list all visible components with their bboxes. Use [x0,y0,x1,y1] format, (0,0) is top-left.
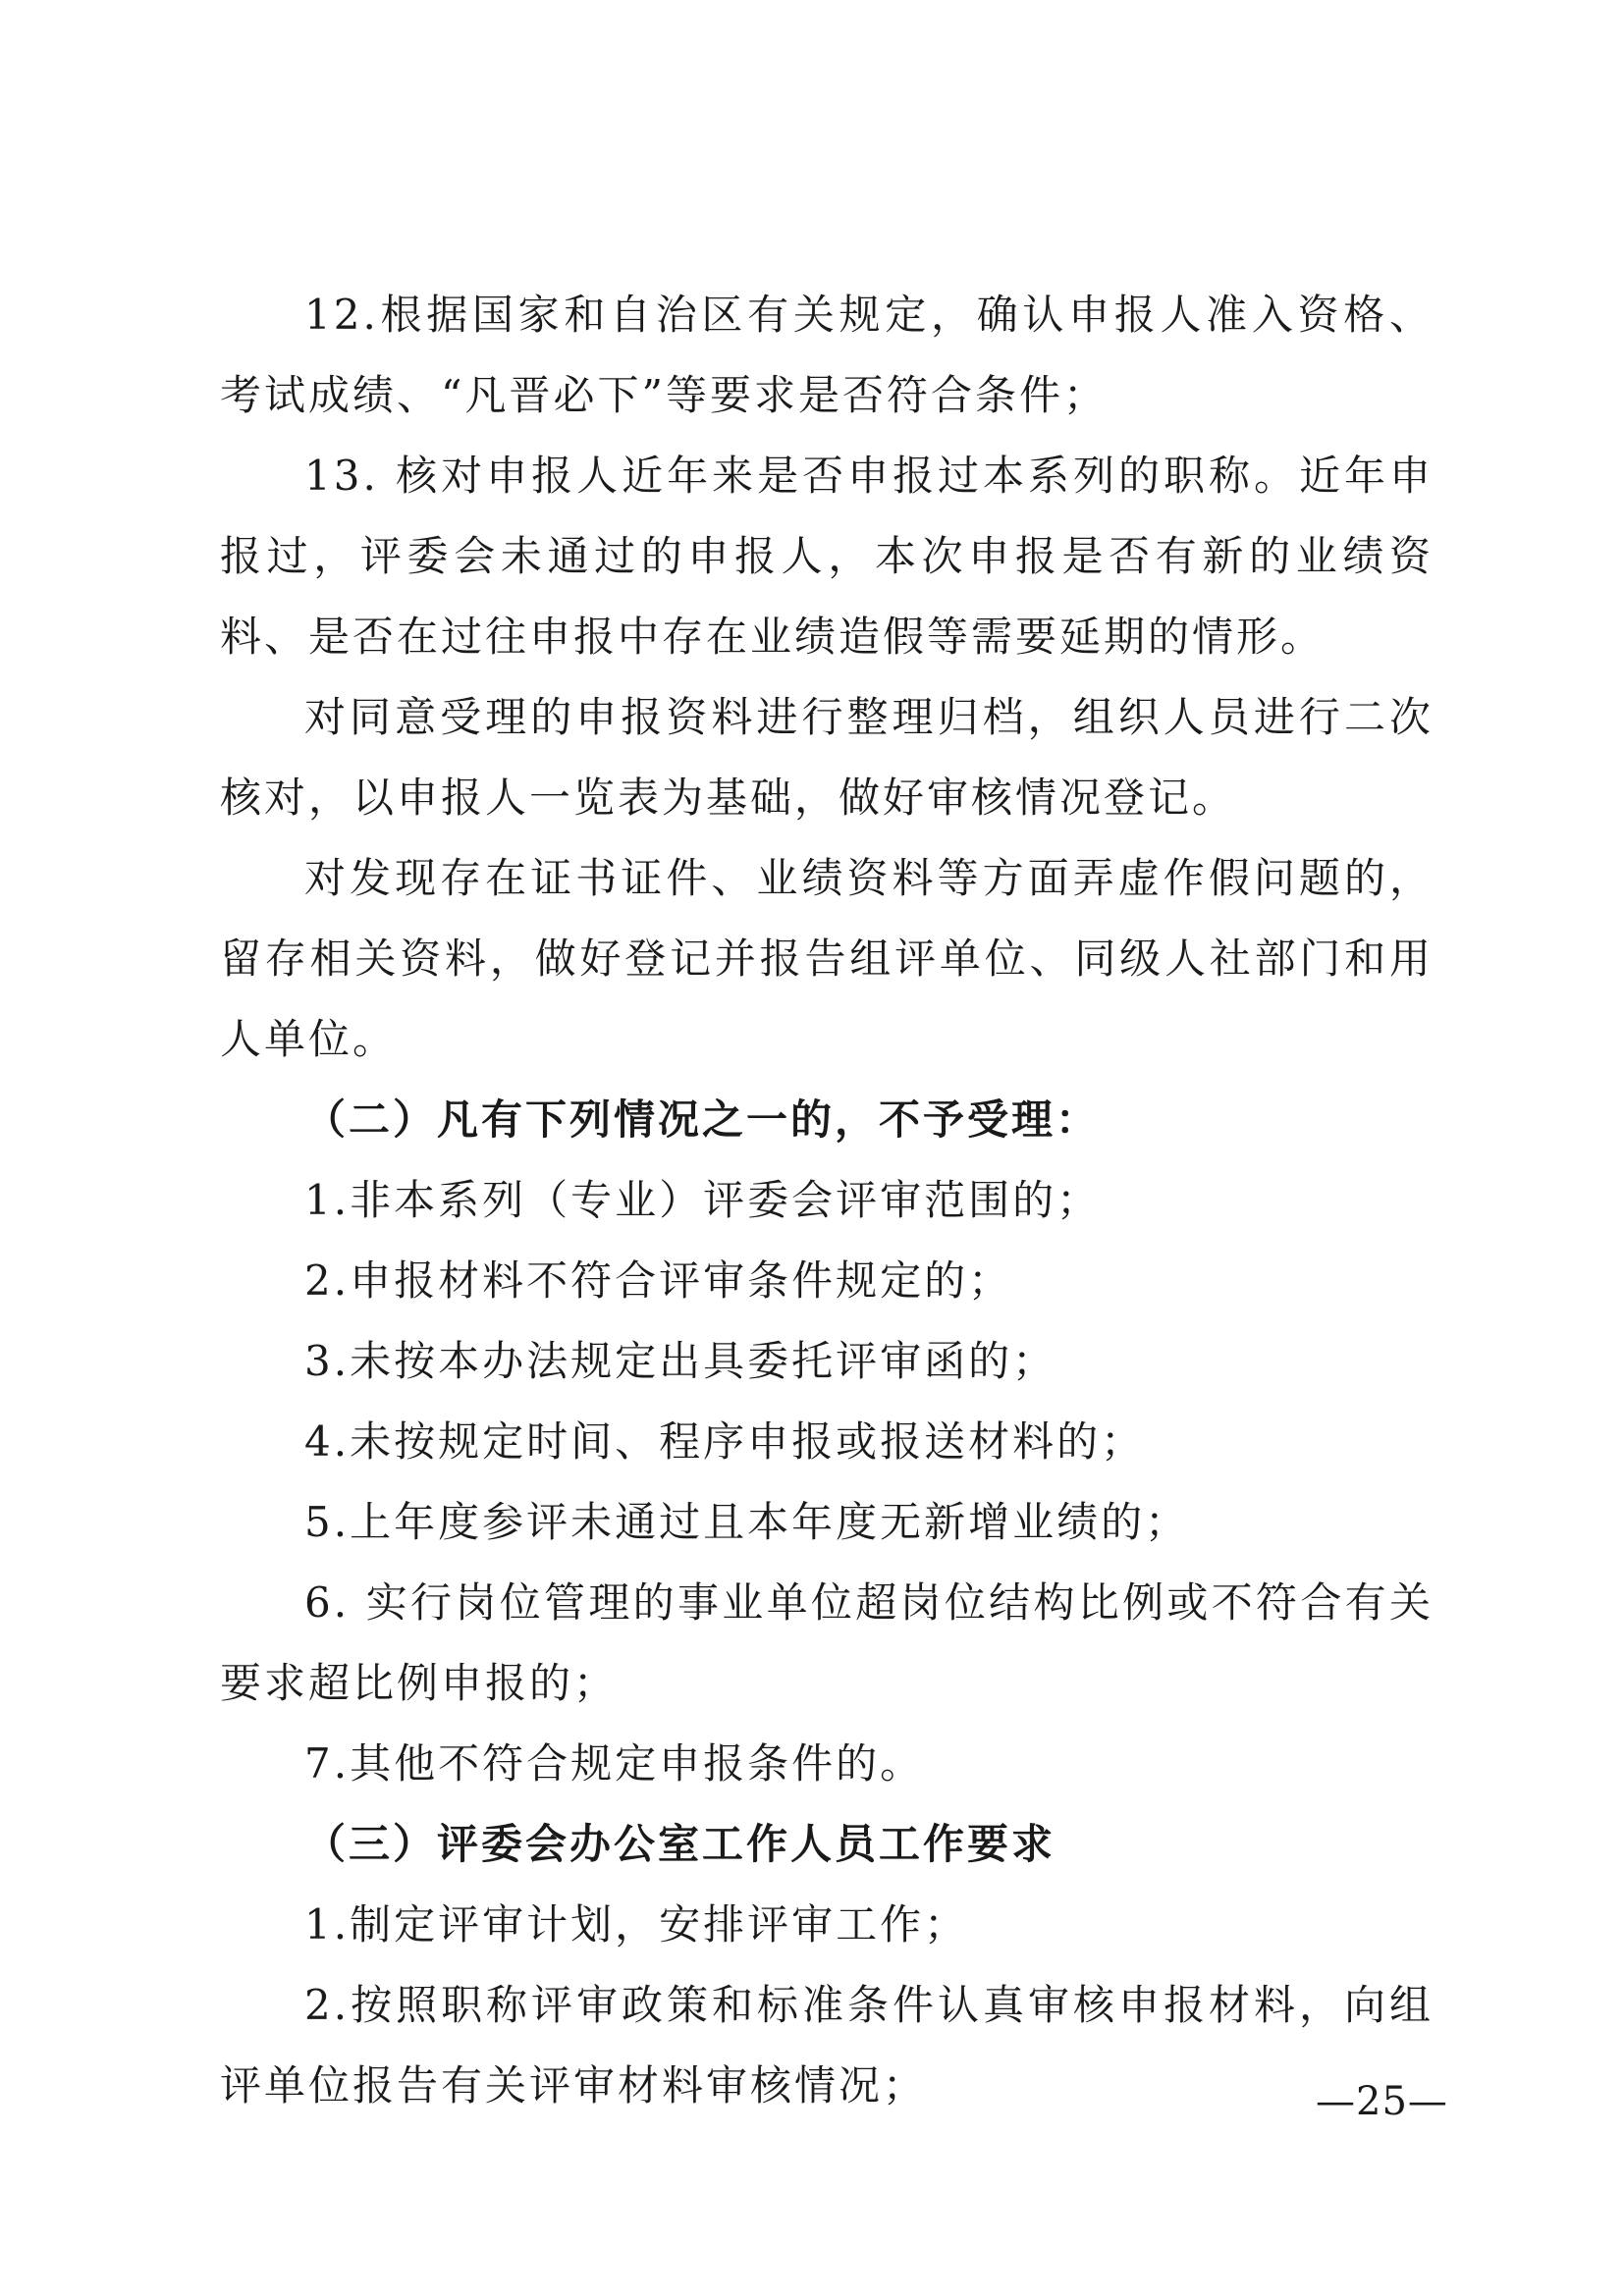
paragraph-item-13: 13. 核对申报人近年来是否申报过本系列的职称。近年申报过，评委会未通过的申报人，本次申报是否有新的业绩资料、是否在过往申报中存在业绩造假等需要延期的情形。 [220,452,1434,661]
section-heading-2: （二）凡有下列情况之一的，不予受理： [304,1095,1101,1144]
paragraph-item-12: 12.根据国家和自治区有关规定，确认申报人准入资格、考试成绩、“凡晋必下”等要求是否符合条件； [220,291,1434,419]
list-item: 3.未按本办法规定出具委托评审函的； [304,1337,1057,1385]
list-item: 1.非本系列（专业）评委会评审范围的； [304,1176,1102,1224]
list-item: 2.按照职称评审政策和标准条件认真审核申报材料，向组评单位报告有关评审材料审核情况； [220,1981,1434,2109]
paragraph-fraud: 对发现存在证书证件、业绩资料等方面弄虚作假问题的，留存相关资料，做好登记并报告组评单位、同级人社部门和用人单位。 [220,854,1434,1063]
list-item: 6. 实行岗位管理的事业单位超岗位结构比例或不符合有关要求超比例申报的； [220,1578,1434,1707]
page-number: —25— [1316,2079,1448,2124]
list-item: 2.申报材料不符合评审条件规定的； [304,1256,1013,1305]
list-item: 5.上年度参评未通过且本年度无新增业绩的； [304,1498,1190,1546]
list-item: 7.其他不符合规定申报条件的。 [304,1739,925,1788]
list-item: 4.未按规定时间、程序申报或报送材料的； [304,1417,1146,1466]
list-item: 1.制定评审计划，安排评审工作； [304,1900,969,1949]
section-heading-3: （三）评委会办公室工作人员工作要求 [304,1820,1056,1868]
paragraph-archive: 对同意受理的申报资料进行整理归档，组织人员进行二次核对，以申报人一览表为基础，做好审核情况登记。 [220,693,1434,822]
document-body [220,275,1434,2126]
